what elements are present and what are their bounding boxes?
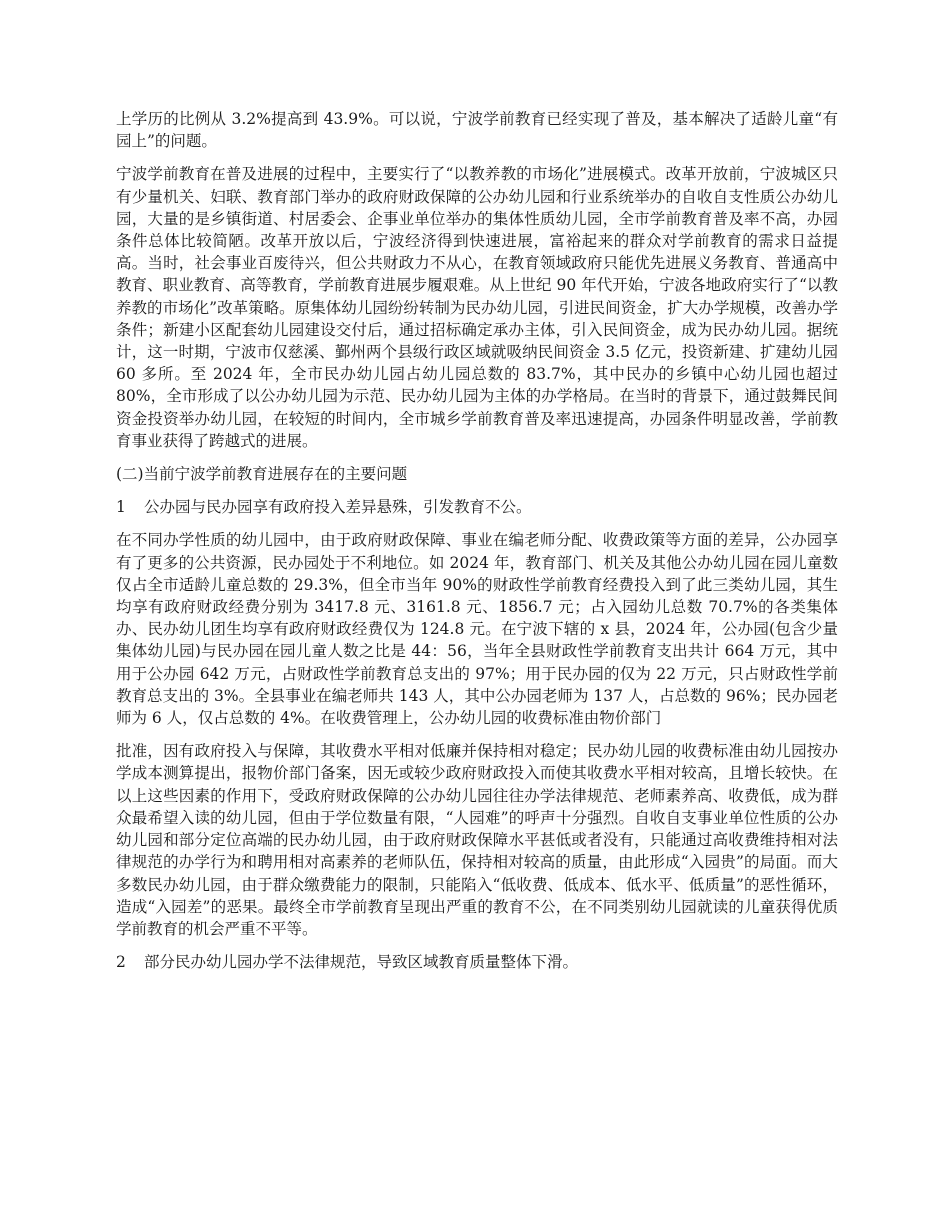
paragraph-funding-gap: 在不同办学性质的幼儿园中，由于政府财政保障、事业在编老师分配、收费政策等方面的差异，公办园享有了更多的公共资源，民办园处于不利地位。如 2024 年，教育部门、机关及其他公办幼儿园在园儿童数仅占全市适龄儿童总数的 29.3%，但全市当年 90%的财政性学前教育经费投入到了此三类幼儿园，其生均享有政府财政经费分别为 3417.8 元、3161.8 元、1856.7 元；占入园幼儿总数 70.7%的各类集体办、民办幼儿团生均享有政府财政经费仅为 124.8 元。在宁波下辖的 x 县，2024 年，公办园(包含少量集体幼儿园)与民办园在园儿童人数之比是 44：56，当年全县财政性学前教育支出共计 664 万元，其中用于公办园 642 万元，占财政性学前教育总支出的 97%；用于民办园的仅为 22 万元，只占财政性学前教育总支出的 3%。全县事业在编老师共 143 人，其中公办园老师为 137 人，占总数的 96%；民办园老师为 6 人，仅占总数的 4%。在收费管理上，公办幼儿园的收费标准由物价部门 xyxy=(116,531,838,728)
item-number: 1 xyxy=(116,498,126,517)
document-body xyxy=(116,108,838,984)
numbered-item-2 xyxy=(116,951,838,973)
paragraph-intro: 上学历的比例从 3.2%提高到 43.9%。可以说，宁波学前教育已经实现了普及，基本解决了适龄儿童“有园上”的问题。 xyxy=(116,110,838,151)
item-text: 部分民办幼儿园办学不法律规范，导致区域教育质量整体下滑。 xyxy=(144,953,579,972)
numbered-item-1 xyxy=(116,496,838,518)
item-text: 公办园与民办园享有政府投入差异悬殊，引发教育不公。 xyxy=(144,498,532,517)
paragraph-development-model: 宁波学前教育在普及进展的过程中，主要实行了“以教养教的市场化”进展模式。改革开放前，宁波城区只有少量机关、妇联、教育部门举办的政府财政保障的公办幼儿园和行业系统举办的自收自支性质公办幼儿园，大量的是乡镇街道、村居委会、企事业单位举办的集体性质幼儿园，全市学前教育普及率不高，办园条件总体比较简陋。改革开放以后，宁波经济得到快速进展，富裕起来的群众对学前教育的需求日益提高。当时，社会事业百废待兴，但公共财政力不从心，在教育领域政府只能优先进展义务教育、普通高中教育、职业教育、高等教育，学前教育进展步履艰难。从上世纪 90 年代开始，宁波各地政府实行了“以教养教的市场化”改革策略。原集体幼儿园纷纷转制为民办幼儿园，引进民间资金，扩大办学规模，改善办学条件；新建小区配套幼儿园建设交付后，通过招标确定承办主体，引入民间资金，成为民办幼儿园。据统计，这一时期，宁波市仅慈溪、鄞州两个县级行政区域就吸纳民间资金 3.5 亿元，投资新建、扩建幼儿园 60 多所。至 2024 年，全市民办幼儿园占幼儿园总数的 83.7%，其中民办的乡镇中心幼儿园也超过 80%，全市形成了以公办幼儿园为示范、民办幼儿园为主体的办学格局。在当时的背景下，通过鼓舞民间资金投资举办幼儿园，在较短的时间内，全市城乡学前教育普及率迅速提高，办园条件明显改善，学前教育事业获得了跨越式的进展。 xyxy=(116,165,838,450)
section-heading: (二)当前宁波学前教育进展存在的主要问题 xyxy=(116,465,408,484)
item-number: 2 xyxy=(116,953,126,972)
paragraph-fee-consequences: 批准，因有政府投入与保障，其收费水平相对低廉并保持相对稳定；民办幼儿园的收费标准由幼儿园按办学成本测算提出，报物价部门备案，因无或较少政府财政投入而使其收费水平相对较高，且增长较快。在以上这些因素的作用下，受政府财政保障的公办幼儿园往往办学法律规范、老师素养高、收费低，成为群众最希望入读的幼儿园，但由于学位数量有限，“人园难”的呼声十分强烈。自收自支事业单位性质的公办幼儿园和部分定位高端的民办幼儿园，由于政府财政保障水平甚低或者没有，只能通过高收费维持相对法律规范的办学行为和聘用相对高素养的老师队伍，保持相对较高的质量，由此形成“入园贵”的局面。而大多数民办幼儿园，由于群众缴费能力的限制，只能陷入“低收费、低成本、低水平、低质量”的恶性循环，造成“入园差”的恶果。最终全市学前教育呈现出严重的教育不公，在不同类别幼儿园就读的儿童获得优质学前教育的机会严重不平等。 xyxy=(116,742,838,938)
